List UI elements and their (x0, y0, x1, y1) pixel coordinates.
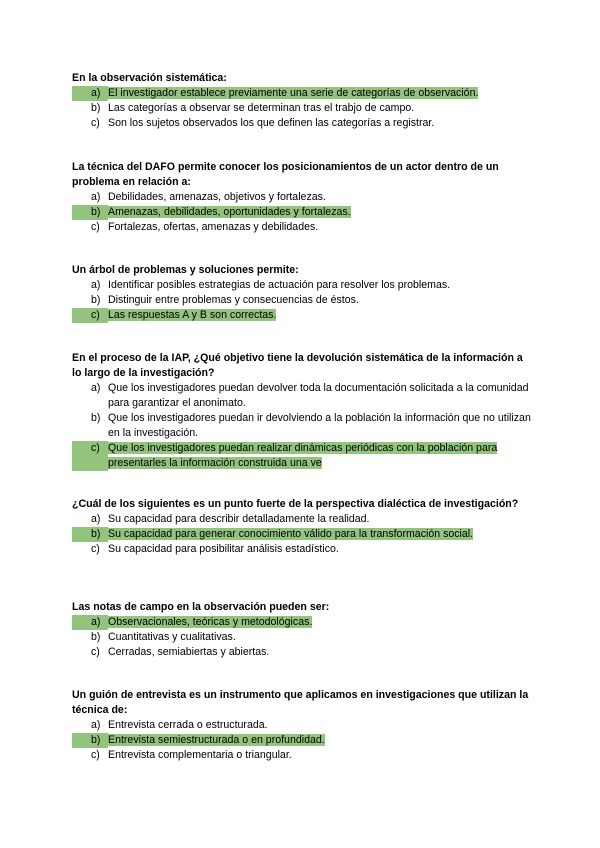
option-text-wrap (108, 441, 532, 471)
option-label: c) (91, 221, 100, 233)
question-text: Un guión de entrevista es un instrumento que aplicamos en investigaciones que utilizan la técnica de: (72, 689, 529, 716)
option-text: Las categorías a observar se determinan tras el trabjo de campo. (108, 102, 415, 114)
option-text: Cerradas, semiabiertas y abiertas. (108, 646, 270, 658)
highlighted-option-text: Observacionales, teóricas y metodológicas. (108, 616, 313, 628)
option-text-wrap (108, 220, 532, 235)
option-text: Entrevista complementaria o triangular. (108, 749, 292, 761)
option-text-wrap (108, 542, 532, 557)
option-text: Distinguir entre problemas y consecuencias de éstos. (108, 294, 359, 306)
question-block (72, 71, 532, 131)
option-text-wrap (108, 86, 532, 101)
answer-option (72, 116, 532, 131)
option-label: c) (72, 441, 108, 471)
answer-option (72, 542, 532, 557)
option-text-wrap (108, 733, 532, 748)
option-text-wrap (108, 645, 532, 660)
question-block (72, 497, 532, 557)
question-text: En el proceso de la IAP, ¿Qué objetivo tiene la devolución sistemática de la información a lo largo de la investigación? (72, 352, 523, 379)
option-text: Que los investigadores puedan ir devolviendo a la población la información que no utilizan en la investigación. (108, 412, 531, 439)
option-text: Cuantitativas y cualitativas. (108, 631, 236, 643)
question-text: Las notas de campo en la observación pueden ser: (72, 601, 330, 613)
answer-option (72, 645, 532, 660)
answer-option (72, 278, 532, 293)
option-label: c) (91, 749, 100, 761)
option-text: Que los investigadores puedan devolver toda la documentación solicitada a la comunidad para garantizar el anonimato. (108, 382, 529, 409)
option-text: Identificar posibles estrategias de actuación para resolver los problemas. (108, 279, 451, 291)
option-text-wrap (108, 101, 532, 116)
option-label: a) (91, 382, 101, 394)
answer-option-correct (72, 308, 532, 323)
option-label: a) (91, 191, 101, 203)
option-label: c) (91, 543, 100, 555)
option-text: Debilidades, amenazas, objetivos y fortalezas. (108, 191, 326, 203)
option-text: Entrevista cerrada o estructurada. (108, 719, 268, 731)
option-label: a) (91, 719, 101, 731)
option-label: b) (72, 733, 108, 748)
answer-option (72, 190, 532, 205)
option-label: b) (72, 205, 108, 220)
option-text-wrap (108, 278, 532, 293)
answer-option-correct (72, 205, 532, 220)
option-label: a) (91, 279, 101, 291)
highlighted-option-text: El investigador establece previamente una serie de categorías de observación. (108, 87, 479, 99)
question-text: La técnica del DAFO permite conocer los posicionamientos de un actor dentro de un problema en relación a: (72, 161, 499, 188)
option-text-wrap (108, 512, 532, 527)
answer-option (72, 512, 532, 527)
answer-option (72, 718, 532, 733)
answer-option-correct (72, 733, 532, 748)
question-text: ¿Cuál de los siguientes es un punto fuerte de la perspectiva dialéctica de investigación? (72, 498, 519, 510)
option-text-wrap (108, 190, 532, 205)
answer-option (72, 630, 532, 645)
answer-option (72, 748, 532, 763)
option-text: Su capacidad para describir detalladamente la realidad. (108, 513, 370, 525)
option-label: b) (91, 102, 101, 114)
answer-option (72, 293, 532, 308)
answer-option (72, 381, 532, 411)
answer-option (72, 101, 532, 116)
question-block (72, 351, 532, 471)
option-text-wrap (108, 527, 532, 542)
option-label: b) (91, 631, 101, 643)
highlighted-option-text: Amenazas, debilidades, oportunidades y fortalezas. (108, 206, 351, 218)
option-label: a) (91, 513, 101, 525)
option-label: c) (91, 117, 100, 129)
option-text-wrap (108, 718, 532, 733)
highlighted-option-text: Que los investigadores puedan realizar dinámicas periódicas con la población para presentarles la información construida una ve (108, 442, 498, 469)
option-label: b) (72, 527, 108, 542)
option-text-wrap (108, 205, 532, 220)
answer-option-correct (72, 615, 532, 630)
option-text-wrap (108, 411, 532, 441)
question-block (72, 263, 532, 323)
highlighted-option-text: Las respuestas A y B son correctas. (108, 309, 277, 321)
question-text: Un árbol de problemas y soluciones permite: (72, 264, 299, 276)
option-label: c) (91, 646, 100, 658)
answer-option (72, 411, 532, 441)
option-label: a) (72, 86, 108, 101)
option-text-wrap (108, 293, 532, 308)
option-text-wrap (108, 116, 532, 131)
highlighted-option-text: Su capacidad para generar conocimiento válido para la transformación social. (108, 528, 474, 540)
option-text-wrap (108, 381, 532, 411)
option-label: a) (72, 615, 108, 630)
option-text: Su capacidad para posibilitar análisis estadístico. (108, 543, 339, 555)
answer-option-correct (72, 527, 532, 542)
answer-option-correct (72, 441, 532, 471)
option-text-wrap (108, 615, 532, 630)
option-text-wrap (108, 630, 532, 645)
answer-option-correct (72, 86, 532, 101)
option-text-wrap (108, 748, 532, 763)
option-label: c) (72, 308, 108, 323)
question-block (72, 160, 532, 235)
option-text: Fortalezas, ofertas, amenazas y debilidades. (108, 221, 319, 233)
question-block (72, 688, 532, 763)
question-text: En la observación sistemática: (72, 72, 227, 84)
option-label: b) (91, 412, 101, 424)
question-block (72, 600, 532, 660)
option-text: Son los sujetos observados los que definen las categorías a registrar. (108, 117, 435, 129)
option-label: b) (91, 294, 101, 306)
option-text-wrap (108, 308, 532, 323)
highlighted-option-text: Entrevista semiestructurada o en profundidad. (108, 734, 325, 746)
answer-option (72, 220, 532, 235)
